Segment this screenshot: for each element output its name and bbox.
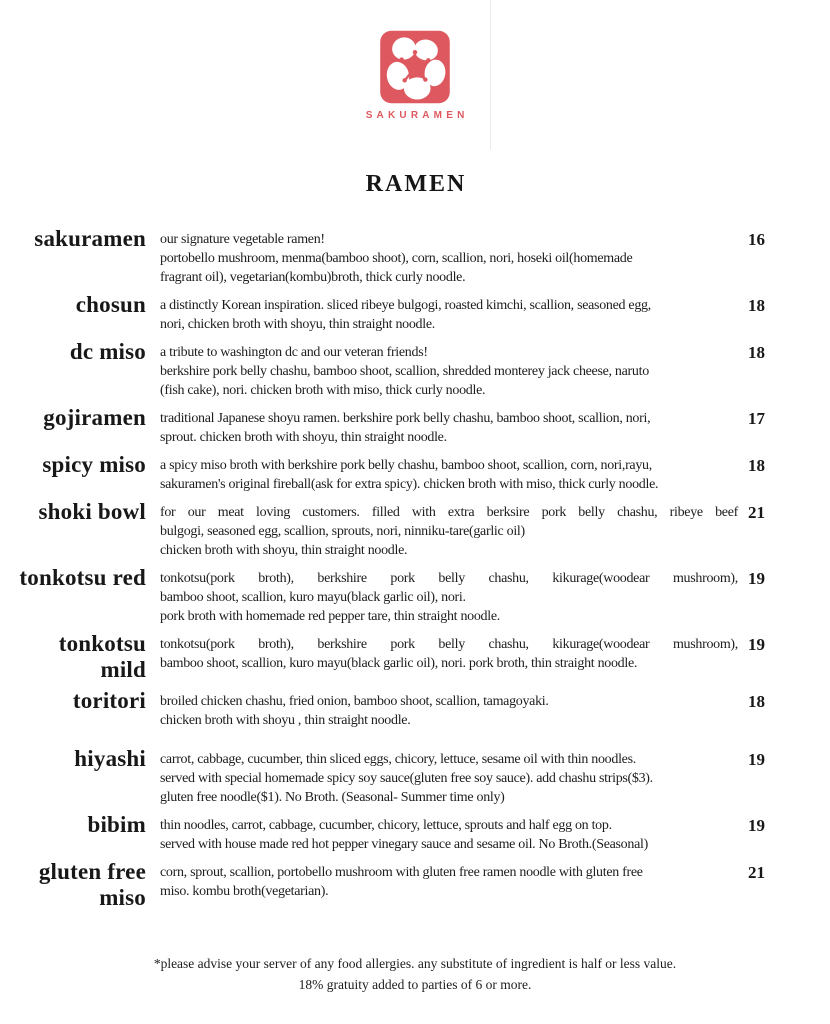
menu-item-name: shoki bowl	[38, 499, 146, 524]
menu-item-row	[0, 688, 830, 730]
menu-item-price: 18	[748, 343, 765, 362]
menu-item-name: hiyashi	[74, 746, 146, 771]
menu-item-price: 19	[748, 816, 765, 835]
menu-item-price: 16	[748, 230, 765, 249]
menu-section-title: RAMEN	[365, 171, 467, 197]
restaurant-logo	[362, 28, 469, 122]
menu-item-name: gojiramen	[43, 405, 146, 430]
menu-header	[0, 0, 830, 198]
menu-list	[0, 226, 830, 911]
menu-item-price: 18	[748, 296, 765, 315]
menu-item-price: 18	[748, 692, 765, 711]
menu-item-price: 17	[748, 409, 765, 428]
menu-item-price: 21	[748, 503, 765, 522]
menu-item-row	[0, 226, 830, 287]
menu-item-description: thin noodles, carrot, cabbage, cucumber, chicory, lettuce, sprouts and half egg on top. served with house made red hot pepper vinegary sauce and sesame oil. No Broth.(Seasonal)	[160, 818, 648, 852]
menu-item-name: toritori	[72, 688, 146, 713]
menu-item-price: 19	[748, 750, 765, 769]
menu-item-row	[0, 339, 830, 400]
menu-item-price: 19	[748, 569, 765, 588]
menu-item-description: a tribute to washington dc and our veteran friends! berkshire pork belly chashu, bamboo shoot, scallion, shredded monterey jack cheese, naruto (fish cake), nori. chicken broth with miso, thick curly noodle.	[160, 345, 649, 398]
menu-item-description: our signature vegetable ramen! portobello mushroom, menma(bamboo shoot), corn, scallion, nori, hoseki oil(homemade fragrant oil), vegetarian(kombu)broth, thick curly noodle.	[160, 232, 633, 285]
menu-item-row	[0, 292, 830, 334]
menu-item-row	[0, 452, 830, 494]
menu-item-price: 19	[748, 635, 765, 654]
menu-item-description: for our meat loving customers. filled with extra berksire pork belly chashu, ribeye beef bulgogi, seasoned egg, scallion, sprouts, nori, ninniku-tare(garlic oil) chicken broth with shoyu, thin straight noodle.	[160, 505, 738, 558]
menu-item-row	[0, 631, 830, 683]
scan-crease-line	[490, 0, 491, 150]
menu-item-price: 18	[748, 456, 765, 475]
menu-item-name: chosun	[75, 292, 146, 317]
menu-item-description: corn, sprout, scallion, portobello mushroom with gluten free ramen noodle with gluten free miso. kombu broth(vegetarian).	[160, 865, 643, 899]
menu-item-price: 21	[748, 863, 765, 882]
menu-item-name: sakuramen	[34, 226, 146, 251]
menu-item-name: tonkotsu mild	[58, 631, 146, 682]
menu-item-description: broiled chicken chashu, fried onion, bamboo shoot, scallion, tamagoyaki. chicken broth with shoyu , thin straight noodle.	[160, 694, 549, 728]
menu-item-name: tonkotsu red	[19, 565, 146, 590]
menu-item-description: tonkotsu(pork broth), berkshire pork belly chashu, kikurage(woodear mushroom), bamboo shoot, scallion, kuro mayu(black garlic oil), nori. pork broth, thin straight noodle.	[160, 637, 738, 671]
menu-item-description: tonkotsu(pork broth), berkshire pork belly chashu, kikurage(woodear mushroom), bamboo shoot, scallion, kuro mayu(black garlic oil), nori. pork broth with homemade red pepper tare, thin straight noodle.	[160, 571, 738, 624]
sakura-flower-icon	[378, 93, 452, 110]
menu-item-row	[0, 499, 830, 560]
menu-item-name: bibim	[87, 812, 146, 837]
menu-item-description: carrot, cabbage, cucumber, thin sliced eggs, chicory, lettuce, sesame oil with thin noodles. served with special homemade spicy soy sauce(gluten free soy sauce). add chashu strips($3). gluten free noodle($1). No Broth. (Seasonal- Summer time only)	[160, 752, 653, 805]
menu-item-row	[0, 859, 830, 911]
menu-item-name: dc miso	[69, 339, 146, 364]
gratuity-note: 18% gratuity added to parties of 6 or more.	[298, 977, 532, 992]
logo-wordmark: SAKURAMEN	[365, 110, 469, 121]
allergy-note: *please advise your server of any food allergies. any substitute of ingredient is half or less value.	[153, 956, 677, 971]
menu-item-row	[0, 405, 830, 447]
menu-item-description: a distinctly Korean inspiration. sliced ribeye bulgogi, roasted kimchi, scallion, seasoned egg, nori, chicken broth with shoyu, thin straight noodle.	[160, 298, 651, 332]
menu-item-row	[0, 812, 830, 854]
menu-item-row	[0, 746, 830, 807]
menu-item-description: traditional Japanese shoyu ramen. berkshire pork belly chashu, bamboo shoot, scallion, nori, sprout. chicken broth with shoyu, thin straight noodle.	[160, 411, 651, 445]
menu-item-name: spicy miso	[42, 452, 146, 477]
menu-item-description: a spicy miso broth with berkshire pork belly chashu, bamboo shoot, scallion, corn, nori,rayu, sakuramen's original fireball(ask for extra spicy). chicken broth with miso, thick curly noodle.	[160, 458, 659, 492]
menu-item-name: gluten free miso	[38, 859, 146, 910]
menu-item-row	[0, 565, 830, 626]
menu-footer	[0, 953, 830, 995]
